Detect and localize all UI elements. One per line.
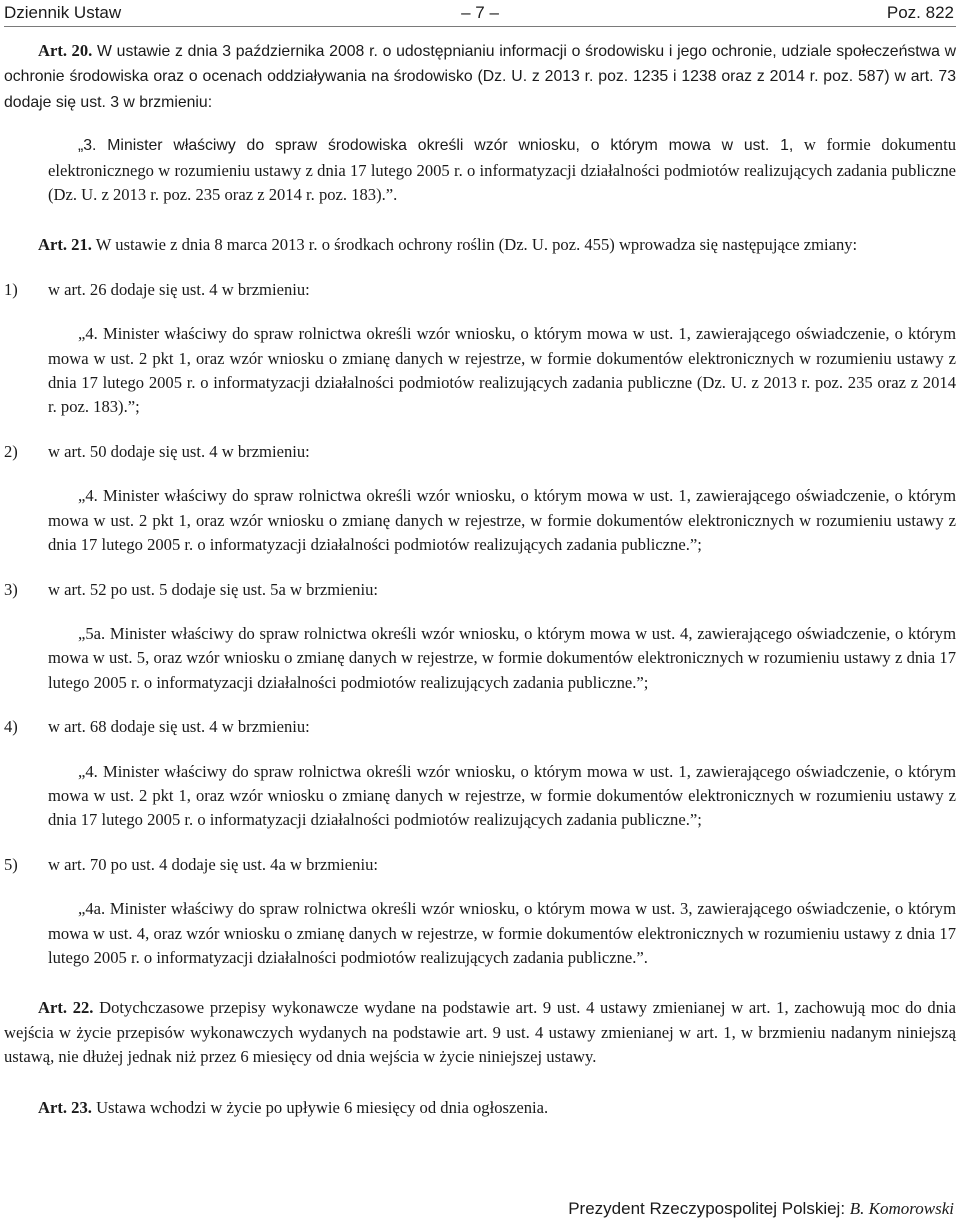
article-22-label: Art. 22. — [38, 998, 94, 1018]
item-quote: „4a. Minister właściwy do spraw rolnictwa określi wzór wniosku, o którym mowa w ust. 3, zawierającego oświadczenie, o którym mowa w ust. 4, oraz wzór wniosku o zmianę danych w rejestrze, w formie dokumentów elektronicznych w rozumieniu ustawy z dnia 17 lutego 2005 r. o informatyzacji działalności podmiotów realizujących zadania publiczne.”. — [48, 899, 956, 967]
item-number: 2) — [4, 441, 18, 461]
journal-title: Dziennik Ustaw — [4, 3, 122, 22]
item-quote: „4. Minister właściwy do spraw rolnictwa określi wzór wniosku, o którym mowa w ust. 1, zawierającego oświadczenie, o którym mowa w ust. 2 pkt 1, oraz wzór wniosku o zmianę danych w rejestrze, w formie dokumentów elektronicznych w rozumieniu ustawy z dnia 17 lutego 2005 r. o informatyzacji działalności podmiotów realizujących zadania publiczne (Dz. U. z 2013 r. poz. 235 oraz z 2014 r. poz. 183).”; — [48, 324, 956, 417]
list-item — [4, 715, 956, 739]
article-21-intro: W ustawie z dnia 8 marca 2013 r. o środkach ochrony roślin (Dz. U. poz. 455) wprowadza się następujące zmiany: — [91, 235, 858, 255]
position-number: Poz. 822 — [886, 3, 954, 22]
article-20-quote — [4, 133, 956, 207]
article-20 — [4, 39, 956, 115]
signature-role: Prezydent Rzeczypospolitej Polskiej: — [568, 1199, 850, 1218]
article-21-label: Art. 21. — [38, 235, 92, 255]
list-item — [4, 853, 956, 877]
article-21 — [4, 233, 956, 257]
article-22-text: Dotychczasowe przepisy wykonawcze wydane na podstawie art. 9 ust. 4 ustawy zmienianej w art. 1, zachowują moc do dnia wejścia w życie przepisów wykonawczych wydanych na podstawie art. 9 ust. 4 ustawy zmienianej w art. 1, w brzmieniu nadanym niniejszą ustawą, nie dłużej jednak niż przez 6 miesięcy od dnia wejścia w życie niniejszej ustawy. — [4, 998, 957, 1067]
item-number: 4) — [4, 717, 18, 737]
article-20-quote-a: „3. Minister właściwy do spraw środowiska określi wzór wniosku, o którym mowa w ust. 1, — [78, 137, 794, 155]
list-item — [4, 440, 956, 464]
list-item — [4, 578, 956, 602]
item-text: w art. 70 po ust. 4 dodaje się ust. 4a w brzmieniu: — [48, 854, 378, 874]
article-20-text: W ustawie z dnia 3 października 2008 r. o udostępnianiu informacji o środowisku i jego ochronie, udziale społeczeństwa w ochronie środowiska oraz o ocenach oddziaływania na środowisko (Dz. U. z 2013 r. poz. 1235 i 1238 oraz z 2014 r. poz. 587) w art. 73 dodaje się ust. 3 w brzmieniu: — [4, 43, 957, 111]
item-quote: „4. Minister właściwy do spraw rolnictwa określi wzór wniosku, o którym mowa w ust. 1, zawierającego oświadczenie, o którym mowa w ust. 2 pkt 1, oraz wzór wniosku o zmianę danych w rejestrze, w formie dokumentów elektronicznych w rozumieniu ustawy z dnia 17 lutego 2005 r. o informatyzacji działalności podmiotów realizujących zadania publiczne.”; — [48, 486, 956, 555]
page-header — [4, 0, 956, 27]
article-23-text: Ustawa wchodzi w życie po upływie 6 miesięcy od dnia ogłoszenia. — [91, 1097, 549, 1117]
article-23-label: Art. 23. — [38, 1097, 92, 1117]
item-text: w art. 50 dodaje się ust. 4 w brzmieniu: — [48, 441, 310, 461]
article-20-label: Art. 20. — [38, 41, 93, 60]
page-number: – 7 – — [461, 3, 499, 22]
article-22 — [4, 996, 956, 1069]
item-quote: „4. Minister właściwy do spraw rolnictwa określi wzór wniosku, o którym mowa w ust. 1, zawierającego oświadczenie, o którym mowa w ust. 2 pkt 1, oraz wzór wniosku o zmianę danych w rejestrze, w formie dokumentów elektronicznych w rozumieniu ustawy z dnia 17 lutego 2005 r. o informatyzacji działalności podmiotów realizujących zadania publiczne.”; — [48, 761, 956, 830]
item-text: w art. 52 po ust. 5 dodaje się ust. 5a w brzmieniu: — [48, 579, 378, 599]
signature-name: B. Komorowski — [849, 1199, 954, 1218]
item-text: w art. 68 dodaje się ust. 4 w brzmieniu: — [48, 717, 310, 737]
signature-line — [0, 1199, 954, 1219]
article-20-quote-b: w formie dokumentu elektronicznego w rozumieniu ustawy z dnia 17 lutego 2005 r. o informatyzacji działalności podmiotów realizujących zadania publiczne (Dz. U. z 2013 r. poz. 235 oraz z 2014 r. poz. 183).”. — [48, 135, 956, 205]
item-number: 3) — [4, 579, 18, 599]
article-23 — [4, 1096, 956, 1120]
list-item — [4, 278, 956, 302]
item-quote: „5a. Minister właściwy do spraw rolnictwa określi wzór wniosku, o którym mowa w ust. 4, zawierającego oświadczenie, o którym mowa w ust. 5, oraz wzór wniosku o zmianę danych w rejestrze, w formie dokumentów elektronicznych w rozumieniu ustawy z dnia 17 lutego 2005 r. o informatyzacji działalności podmiotów realizujących zadania publiczne.”; — [48, 623, 956, 692]
item-number: 1) — [4, 279, 18, 299]
item-text: w art. 26 dodaje się ust. 4 w brzmieniu: — [48, 279, 310, 299]
document-body — [4, 39, 956, 1120]
item-number: 5) — [4, 854, 18, 874]
